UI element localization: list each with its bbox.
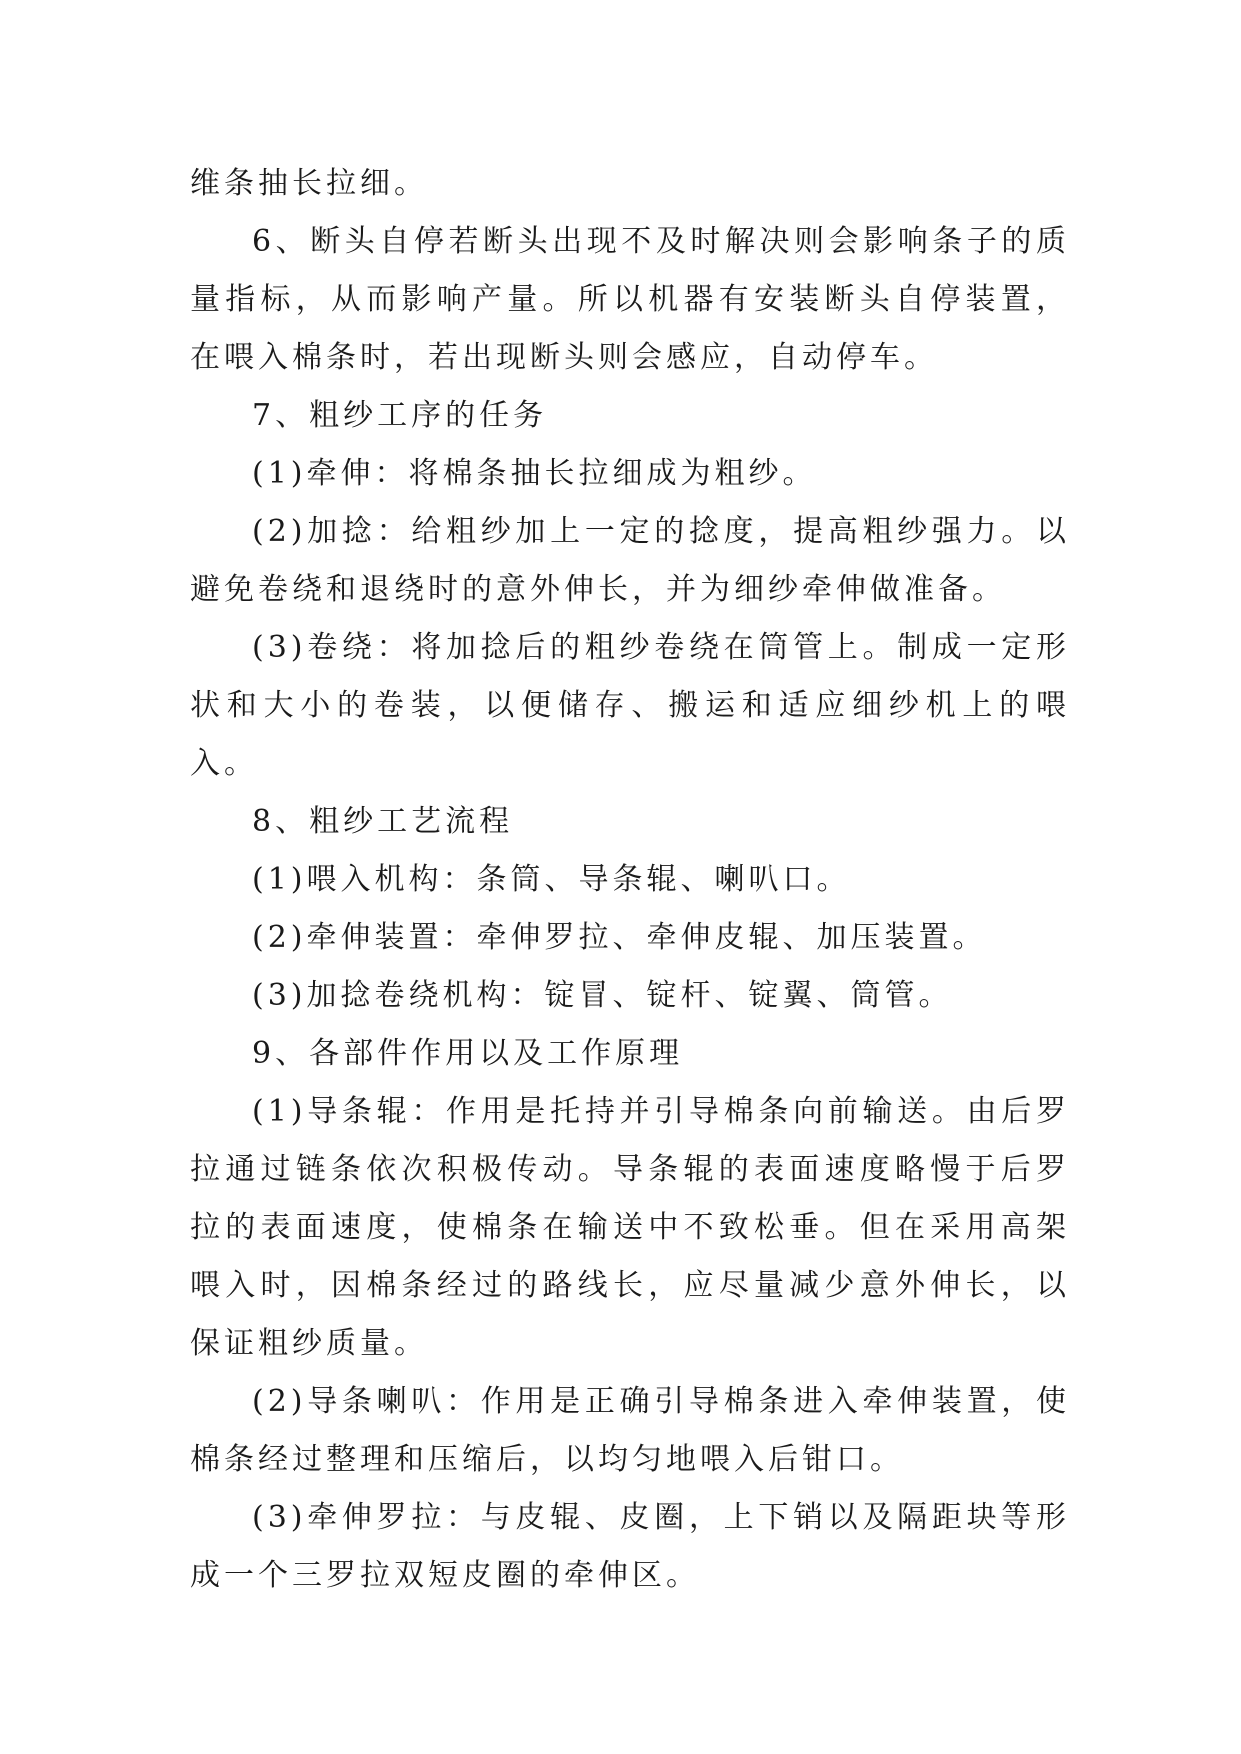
paragraph-13: (2)导条喇叭：作用是正确引导棉条进入牵伸装置，使棉条经过整理和压缩后，以均匀地喂入后钳口。 <box>190 1384 1070 1477</box>
paragraph-1: 维条抽长拉细。 <box>190 166 428 201</box>
paragraph-14: (3)牵伸罗拉：与皮辊、皮圈，上下销以及隔距块等形成一个三罗拉双短皮圈的牵伸区。 <box>190 1500 1070 1593</box>
paragraph-6: (3)卷绕：将加捻后的粗纱卷绕在筒管上。制成一定形状和大小的卷装，以便储存、搬运和适应细纱机上的喂入。 <box>190 630 1070 781</box>
paragraph-9: (2)牵伸装置：牵伸罗拉、牵伸皮辊、加压装置。 <box>252 920 987 955</box>
document-body <box>190 155 1070 1605</box>
paragraph-7: 8、粗纱工艺流程 <box>252 804 514 839</box>
paragraph-12: (1)导条辊：作用是托持并引导棉条向前输送。由后罗拉通过链条依次积极传动。导条辊的表面速度略慢于后罗拉的表面速度，使棉条在输送中不致松垂。但在采用高架喂入时，因棉条经过的路线长，应尽量减少意外伸长，以保证粗纱质量。 <box>190 1094 1070 1361</box>
paragraph-2: 6、断头自停若断头出现不及时解决则会影响条子的质量指标，从而影响产量。所以机器有安装断头自停装置，在喂入棉条时，若出现断头则会感应，自动停车。 <box>190 224 1070 375</box>
paragraph-11: 9、各部件作用以及工作原理 <box>252 1036 684 1071</box>
paragraph-5: (2)加捻：给粗纱加上一定的捻度，提高粗纱强力。以避免卷绕和退绕时的意外伸长，并为细纱牵伸做准备。 <box>190 514 1070 607</box>
paragraph-8: (1)喂入机构：条筒、导条辊、喇叭口。 <box>252 862 851 897</box>
paragraph-3: 7、粗纱工序的任务 <box>252 398 548 433</box>
paragraph-10: (3)加捻卷绕机构：锭冒、锭杆、锭翼、筒管。 <box>252 978 953 1013</box>
paragraph-4: (1)牵伸：将棉条抽长拉细成为粗纱。 <box>252 456 817 491</box>
